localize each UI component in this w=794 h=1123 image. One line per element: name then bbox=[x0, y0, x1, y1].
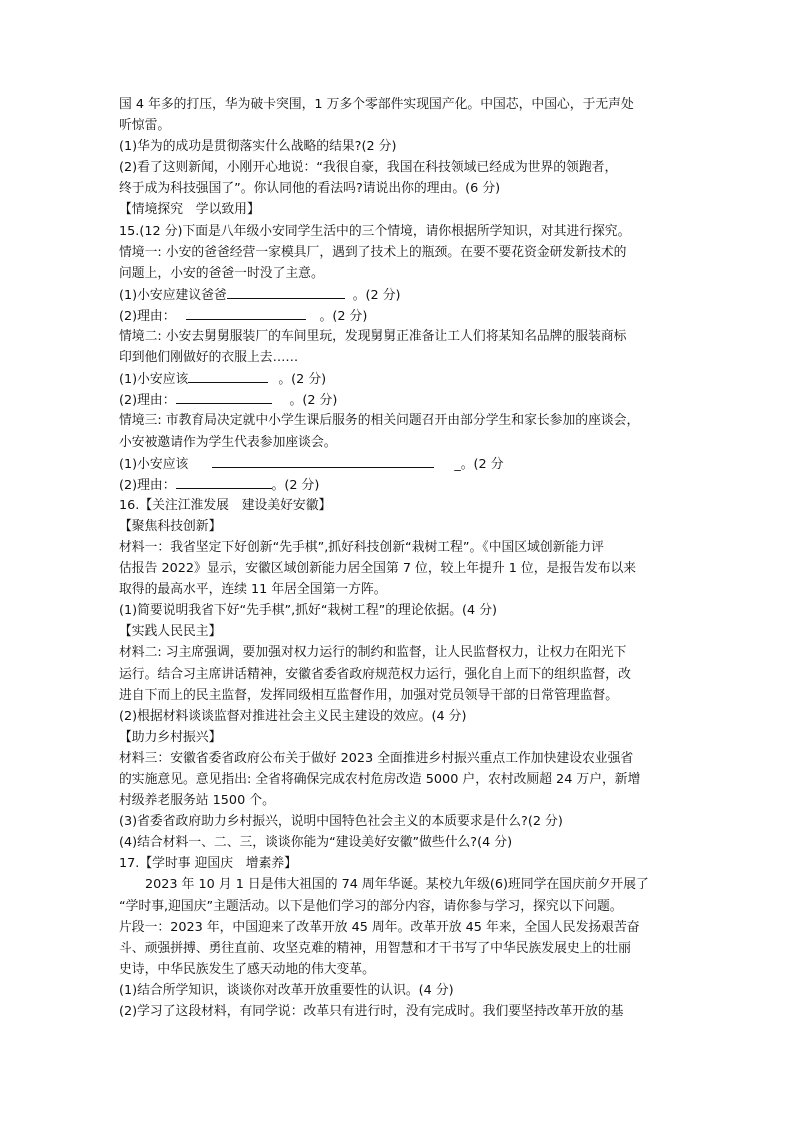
text-line: 材料二: 习主席强调，要加强对权力运行的制约和监督，让人民监督权力，让权力在阳光下 bbox=[119, 645, 627, 661]
score-note: 。(2 分) bbox=[271, 477, 320, 493]
text-line: 国 4 年多的打压，华为破卡突围，1 万多个零部件实现国产化。中国芯，中国心，于无声处 bbox=[119, 97, 634, 112]
prompt: (1)小安应该 bbox=[119, 372, 189, 388]
text-line: 估报告 2022》显示，安徽区域创新能力居全国第 7 位，较上年提升 1 位，是报告发布以来 bbox=[119, 561, 637, 577]
question-heading: 17.【学时事 迎国庆 增素养】 bbox=[119, 856, 297, 872]
question-heading: 15.(12 分)下面是八年级小安同学生活中的三个情境，请你根据所学知识，对其进行探究。 bbox=[119, 223, 631, 239]
prompt: (2)理由： bbox=[119, 393, 176, 409]
answer-line bbox=[119, 305, 679, 326]
document-page bbox=[119, 94, 679, 1022]
text-line: 情境一: 小安的爸爸经营一家模具厂，遇到了技术上的瓶颈。在要不要花资金研发新技术的 bbox=[119, 244, 627, 260]
answer-blank[interactable] bbox=[176, 389, 272, 404]
answer-line bbox=[119, 389, 679, 410]
question-line: (1)华为的成功是贯彻落实什么战略的结果?(2 分) bbox=[119, 139, 397, 155]
answer-blank[interactable] bbox=[227, 284, 345, 299]
text-line: 进自下而上的民主监督，发挥同级相互监督作用，加强对党员领导干部的日常管理监督。 bbox=[119, 687, 619, 703]
section-heading: 【情境探究 学以致用】 bbox=[119, 202, 260, 218]
section-heading: 【聚焦科技创新】 bbox=[119, 518, 222, 534]
answer-blank[interactable] bbox=[212, 453, 434, 468]
question-line: (4)结合材料一、二、三，谈谈你能为“建设美好安徽”做些什么?(4 分) bbox=[119, 835, 513, 851]
answer-blank[interactable] bbox=[176, 474, 272, 489]
prompt: (1)小安应该 bbox=[119, 456, 189, 472]
prompt: (2)理由： bbox=[119, 477, 176, 493]
text-line: 2023 年 10 月 1 日是伟大祖国的 74 周年华诞。某校九年级(6)班同学在国庆前夕开展了 bbox=[145, 877, 649, 893]
text-line: 情境二: 小安去舅舅服装厂的车间里玩，发现舅舅正准备让工人们将某知名品牌的服装商标 bbox=[119, 329, 627, 345]
score-note: _。(2 分 bbox=[454, 456, 504, 472]
text-line: 史诗，中华民族发生了感天动地的伟大变革。 bbox=[119, 961, 375, 977]
text-line: “学时事,迎国庆”主题活动。以下是他们学习的部分内容，请你参与学习，探究以下问题。 bbox=[119, 898, 623, 914]
score-note: 。(2 分) bbox=[278, 372, 327, 388]
question-line: (2)学习了这段材料，有同学说：改革只有进行时，没有完成时。我们要坚持改革开放的基 bbox=[119, 1004, 624, 1020]
answer-blank[interactable] bbox=[188, 368, 268, 383]
text-line: 运行。结合习主席讲话精神，安徽省委省政府规范权力运行，强化自上而下的组织监督，改 bbox=[119, 666, 631, 682]
question-line: (2)看了这则新闻，小刚开心地说：“我很自豪，我国在科技领域已经成为世界的领跑者， bbox=[119, 160, 618, 176]
score-note: 。(2 分) bbox=[289, 393, 338, 409]
answer-line bbox=[119, 453, 679, 474]
text-line: 小安被邀请作为学生代表参加座谈会。 bbox=[119, 434, 337, 450]
question-heading: 16.【关注江淮发展 建设美好安徽】 bbox=[119, 497, 332, 513]
answer-line bbox=[119, 284, 679, 305]
text-line: 材料一：我省坚定下好创新“先手棋”,抓好科技创新“栽树工程”。《中国区域创新能力评 bbox=[119, 539, 604, 555]
question-line: (3)省委省政府助力乡村振兴，说明中国特色社会主义的本质要求是什么?(2 分) bbox=[119, 814, 563, 830]
section-heading: 【助力乡村振兴】 bbox=[119, 729, 222, 745]
text-line: 材料三：安徽省委省政府公布关于做好 2023 全面推进乡村振兴重点工作加快建设农业强省 bbox=[119, 750, 634, 766]
question-line: 终于成为科技强国了”。你认同他的看法吗?请说出你的理由。(6 分) bbox=[119, 181, 501, 197]
text-line: 印到他们刚做好的衣服上去…… bbox=[119, 350, 299, 366]
section-heading: 【实践人民民主】 bbox=[119, 624, 222, 640]
text-line: 片段一：2023 年，中国迎来了改革开放 45 周年。改革开放 45 年来，全国人民发扬艰苦奋 bbox=[119, 919, 640, 935]
score-note: 。(2 分) bbox=[352, 287, 401, 303]
answer-blank[interactable] bbox=[186, 305, 306, 320]
text-line: 村级养老服务站 1500 个。 bbox=[119, 793, 275, 809]
question-line: (1)简要说明我省下好“先手棋”,抓好“栽树工程”的理论依据。(4 分) bbox=[119, 603, 498, 619]
prompt: (1)小安应建议爸爸 bbox=[119, 287, 227, 303]
text-line: 取得的最高水平，连续 11 年居全国第一方阵。 bbox=[119, 582, 387, 598]
question-line: (1)结合所学知识，谈谈你对改革开放重要性的认识。(4 分) bbox=[119, 982, 454, 998]
text-line: 的实施意见。意见指出: 全省将确保完成农村危房改造 5000 户，农村改厕超 24 万户，新增 bbox=[119, 772, 641, 787]
prompt: (2)理由： bbox=[119, 308, 176, 324]
score-note: 。(2 分) bbox=[319, 308, 368, 324]
text-line: 听惊雷。 bbox=[119, 118, 171, 134]
text-line: 问题上，小安的爸爸一时没了主意。 bbox=[119, 265, 324, 281]
question-line: (2)根据材料谈谈监督对推进社会主义民主建设的效应。(4 分) bbox=[119, 708, 467, 724]
answer-line bbox=[119, 368, 679, 389]
text-line: 斗、顽强拼搏、勇往直前、攻坚克难的精神，用智慧和才干书写了中华民族发展史上的壮丽 bbox=[119, 940, 631, 956]
answer-line bbox=[119, 474, 679, 495]
text-line: 情境三: 市教育局决定就中小学生课后服务的相关问题召开由部分学生和家长参加的座谈会， bbox=[119, 413, 640, 429]
